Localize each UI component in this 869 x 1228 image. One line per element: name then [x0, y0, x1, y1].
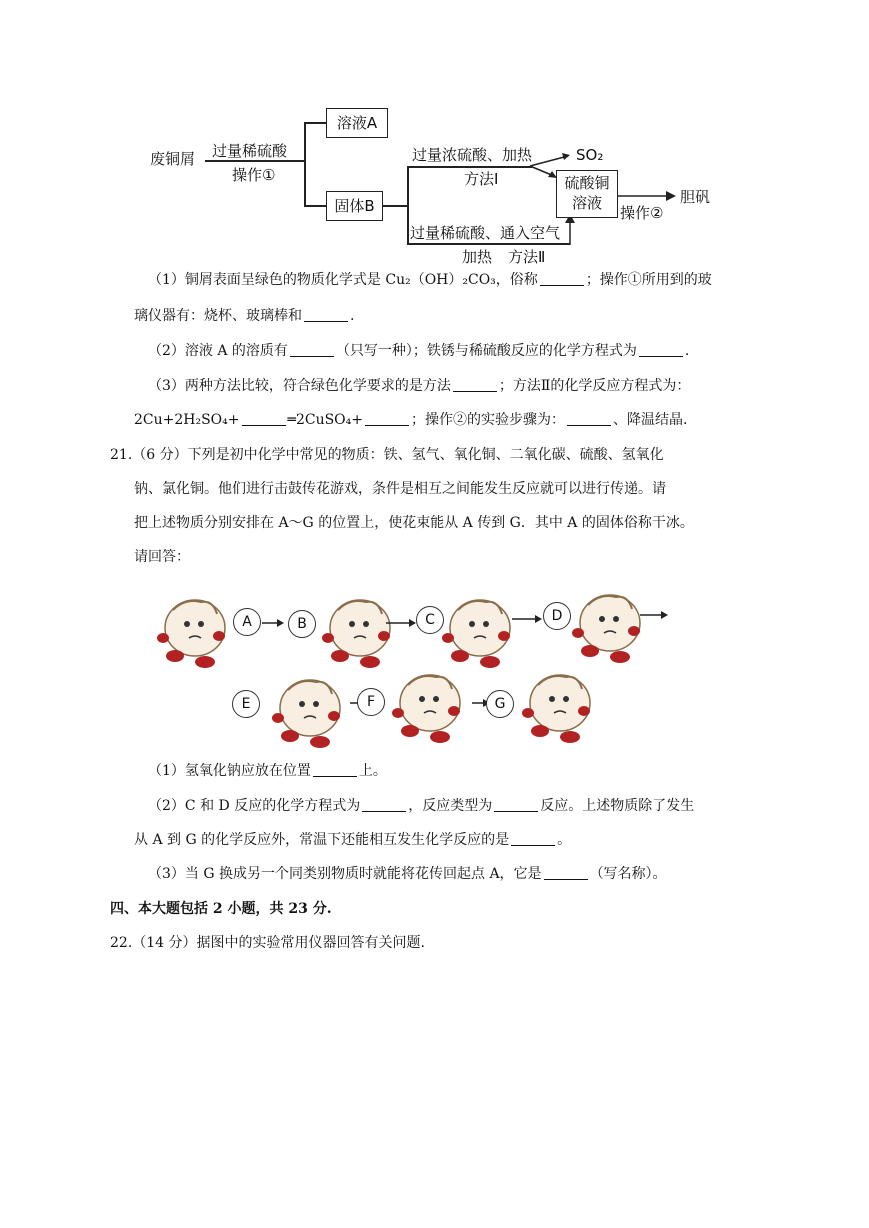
- walker-icon: [322, 600, 390, 668]
- q20-p3a: （3）两种方法比较，符合绿色化学要求的是方法: [148, 378, 451, 394]
- flow-method2-heat: 加热: [462, 248, 493, 266]
- flow-op2: 操作②: [620, 204, 664, 222]
- q21-p2b: ，反应类型为: [408, 798, 493, 814]
- q20-p3f: 、降温结晶.: [613, 412, 688, 428]
- answer-blank[interactable]: [639, 342, 683, 357]
- flow-method2-name: 方法Ⅱ: [508, 248, 546, 266]
- flow-method1-reagent: 过量浓硫酸、加热: [412, 146, 533, 164]
- q22-text: 22.（14 分）据图中的实验常用仪器回答有关问题.: [110, 935, 425, 951]
- q20-part2: [148, 341, 689, 361]
- q20-p1c: 璃仪器有：烧杯、玻璃棒和: [134, 308, 302, 324]
- answer-blank[interactable]: [362, 797, 406, 812]
- answer-blank[interactable]: [365, 411, 409, 426]
- walker-icon: [157, 600, 225, 668]
- position-label: G: [486, 690, 514, 718]
- walker-icon: [522, 675, 590, 743]
- answer-blank[interactable]: [544, 865, 588, 880]
- answer-blank[interactable]: [313, 762, 357, 777]
- flow-step1-operation: 操作①: [232, 166, 276, 184]
- box-cuso4-solution: [556, 170, 618, 218]
- box-cuso4-line1: 硫酸铜: [564, 174, 610, 192]
- q21-p2a: （2）C 和 D 反应的化学方程式为: [148, 798, 361, 814]
- flow-so2: SO₂: [576, 146, 604, 164]
- q21-p3b: （写名称）。: [589, 866, 667, 882]
- box-solution-a: [326, 108, 388, 138]
- position-label: A: [233, 608, 261, 636]
- q20-p3d: ═2CuSO₄+: [287, 412, 363, 428]
- flow-start: 废铜屑: [150, 150, 196, 168]
- position-label: C: [416, 606, 444, 634]
- answer-blank[interactable]: [242, 411, 286, 426]
- q20-p1d: .: [350, 308, 355, 324]
- answer-blank[interactable]: [290, 342, 334, 357]
- flow-step1-reagent: 过量稀硫酸: [212, 142, 288, 160]
- q21-part2-line2: [134, 830, 571, 850]
- flow-line: [407, 243, 570, 245]
- q21-intro-line4: [134, 547, 190, 567]
- arrow-up-to-cuso4: [563, 214, 577, 246]
- q21-intro-line3: [134, 513, 694, 533]
- answer-blank[interactable]: [304, 307, 348, 322]
- flow-product: 胆矾: [680, 188, 711, 206]
- flow-method2-reagent: 过量稀硫酸、通入空气: [410, 224, 561, 242]
- box-solution-a-label: 溶液A: [336, 114, 378, 132]
- q21-intro3: 把上述物质分别安排在 A～G 的位置上，使花束能从 A 传到 G．其中 A 的固体俗称干冰。: [134, 515, 694, 531]
- q21-intro1: 21.（6 分）下列是初中化学中常见的物质：铁、氢气、氧化铜、二氧化碳、硫酸、氢氧化: [110, 447, 664, 463]
- position-label: F: [357, 688, 385, 716]
- flow-line: [407, 166, 409, 244]
- answer-blank[interactable]: [494, 797, 538, 812]
- section-heading-text: 四、本大题包括 2 小题，共 23 分.: [110, 901, 332, 917]
- box-solid-b: [326, 191, 383, 221]
- q21-part2-line1: [148, 796, 694, 816]
- q21-intro-line2: [134, 479, 666, 499]
- q20-p1a: （1）铜屑表面呈绿色的物质化学式是 Cu₂（OH）₂CO₃，俗称: [148, 272, 538, 288]
- walker-icon: [572, 595, 640, 663]
- q21-part3: [148, 864, 667, 884]
- q20-part1-line2: [134, 306, 354, 326]
- flow-line: [205, 160, 305, 162]
- q21-p1a: （1）氢氧化钠应放在位置: [148, 763, 311, 779]
- box-solid-b-label: 固体B: [334, 197, 375, 215]
- q21-part1: [148, 761, 387, 781]
- box-cuso4-line2: 溶液: [571, 194, 602, 212]
- q21-p2e: 。: [557, 832, 572, 848]
- walker-icon: [392, 675, 460, 743]
- position-label: E: [232, 690, 260, 718]
- q20-p3b: ；方法Ⅱ的化学反应方程式为：: [498, 378, 691, 394]
- q20-part3-line1: [148, 376, 690, 396]
- q20-part3-line2: [134, 410, 687, 430]
- q20-p1b: ；操作①所用到的玻: [585, 272, 712, 288]
- q20-p3c: 2Cu+2H₂SO₄+: [134, 412, 240, 428]
- walker-icon: [442, 600, 510, 668]
- q21-intro2: 钠、氯化铜。他们进行击鼓传花游戏，条件是相互之间能发生反应就可以进行传递。请: [134, 481, 666, 497]
- answer-blank[interactable]: [540, 271, 584, 286]
- q20-part1-line1: [148, 270, 712, 290]
- answer-blank[interactable]: [511, 831, 555, 846]
- position-label: D: [543, 602, 571, 630]
- flow-method1-name: 方法Ⅰ: [464, 170, 499, 188]
- flow-line: [304, 122, 326, 124]
- q20-p3e: ；操作②的实验步骤为：: [411, 412, 565, 428]
- q21-p2d: 从 A 到 G 的化学反应外，常温下还能相互发生化学反应的是: [134, 832, 510, 848]
- flow-line: [304, 122, 306, 206]
- flow-line: [304, 205, 326, 207]
- position-label: B: [288, 610, 316, 638]
- q21-p2c: 反应。上述物质除了发生: [540, 798, 695, 814]
- walker-icon: [272, 680, 340, 748]
- answer-blank[interactable]: [453, 377, 497, 392]
- q20-p2a: （2）溶液 A 的溶质有: [148, 343, 288, 359]
- q21-p3a: （3）当 G 换成另一个同类别物质时就能将花传回起点 A，它是: [148, 866, 542, 882]
- flow-line: [382, 205, 408, 207]
- q20-p2c: .: [684, 343, 690, 359]
- q20-p2b: （只写一种）；铁锈与稀硫酸反应的化学方程式为: [335, 343, 637, 359]
- answer-blank[interactable]: [567, 411, 611, 426]
- q21-intro4: 请回答：: [134, 549, 190, 565]
- section-heading: [110, 899, 332, 919]
- q22-intro: [110, 933, 425, 953]
- q21-intro-line1: [110, 445, 664, 465]
- q21-p1b: 上。: [358, 763, 387, 779]
